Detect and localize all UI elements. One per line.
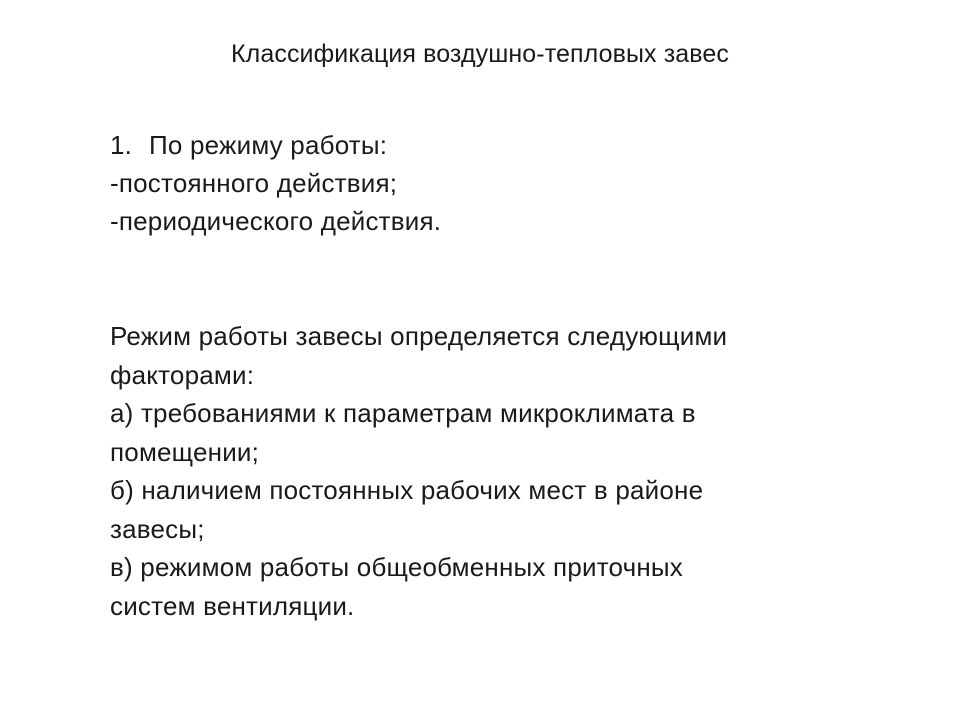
- factors-intro-line: Режим работы завесы определяется следующими: [110, 321, 728, 351]
- factor-b-line: б) наличием постоянных рабочих мест в районе: [110, 475, 704, 505]
- list-item-constant-action: -постоянного действия;: [110, 168, 398, 198]
- factor-a-line: помещении;: [110, 436, 260, 467]
- factor-c-line: систем вентиляции.: [110, 590, 355, 621]
- slide-title: Классификация воздушно-тепловых завес: [231, 40, 729, 68]
- factors-intro-line: факторами:: [110, 359, 255, 390]
- section-heading: [110, 126, 830, 164]
- classification-by-operating-mode: [110, 126, 830, 240]
- factor-b-line: завесы;: [110, 513, 205, 544]
- operating-mode-factors: [110, 317, 830, 625]
- list-item-periodic-action: -периодического действия.: [110, 206, 442, 236]
- factor-a-line: а) требованиями к параметрам микроклимата в: [110, 398, 696, 428]
- factor-c-line: в) режимом работы общеобменных приточных: [110, 552, 684, 582]
- section-heading-text: По режиму работы:: [149, 130, 388, 160]
- section-number: 1.: [110, 130, 133, 160]
